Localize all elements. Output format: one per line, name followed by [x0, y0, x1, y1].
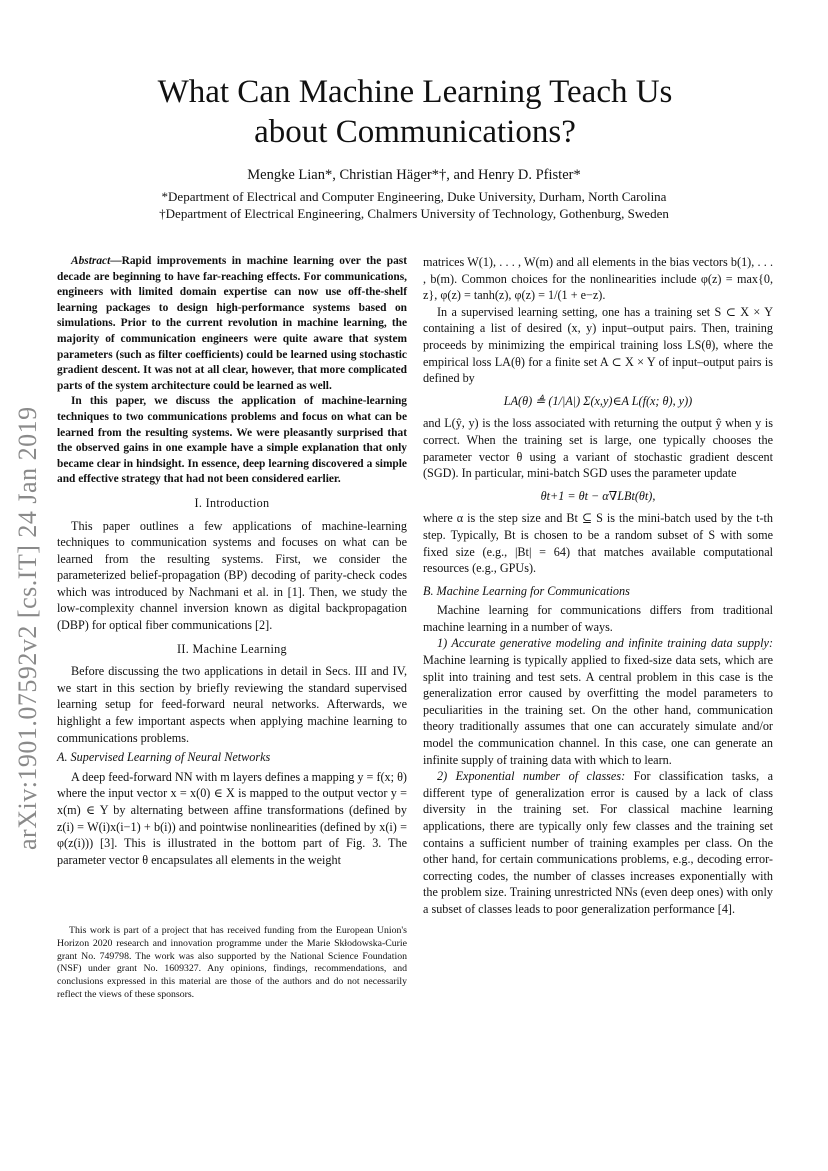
item2-title: 2) Exponential number of classes: [437, 769, 626, 784]
item1-text: Machine learning is typically applied to fixed-size data sets, which are split into training and test sets. A central problem in this case is the generalization error caused by overfitting the model parameters to peculiarities in the training set. On the other hand, communication theory traditionally assumes that one can accurately simulate and/or model the communication channel. In this case, one can generate an infinite supply of training data with which to learn. [423, 653, 773, 767]
item1-title: 1) Accurate generative modeling and infinite training data supply: [437, 636, 773, 651]
ml-comm-intro-paragraph: Machine learning for communications differs from traditional machine learning in a number of ways. [423, 603, 773, 634]
affiliation-duke: *Department of Electrical and Computer Engineering, Duke University, Durham, North Carolina [161, 189, 667, 204]
arxiv-identifier: arXiv:1901.07592v2 [cs.IT] 24 Jan 2019 [13, 406, 42, 850]
abstract-paragraph-1 [57, 254, 407, 394]
abstract-label: Abstract [71, 255, 111, 267]
title-line-1: What Can Machine Learning Teach Us [157, 74, 673, 110]
item2-text: For classification tasks, a different type of generalization error is caused by a lack of class diversity in the training set. For classical machine learning applications, there are typically only few classes and the training set contains a sufficient number of training examples per class. On the other hand, for certain communications problems, e.g., decoding error-correcting codes, the number of classes increases exponentially with the problem size. Training unrestricted NNs (even deep ones) with only a subset of classes leads to poor generalization performance [4]. [423, 769, 773, 916]
funding-footnote: This work is part of a project that has received funding from the European Union's Horizon 2020 research and innovation programme under the Marie Skłodowska-Curie grant No. 749798. The work was also supported by the National Science Foundation (NSF) under grant No. 1609327. Any opinions, findings, recommendations, and conclusions expressed in this material are those of the authors and do not necessarily reflect the views of these sponsors. [57, 925, 407, 1000]
right-column [423, 254, 773, 918]
section-heading-introduction: I. Introduction [194, 495, 270, 510]
intro-paragraph: This paper outlines a few applications of machine-learning techniques to communication systems and focuses on what can be learned from the resulting systems. First, we consider the parameterized belief-propagation (BP) decoding of parity-check codes which was introduced by Nachmani et al. in [1]. Then, we study the low-complexity channel inversion known as digital backpropagation (DBP) for optical fiber communications [2]. [57, 518, 407, 633]
sgd-update-equation: θt+1 = θt − α∇LBt(θt), [540, 488, 656, 503]
affiliation-chalmers: †Department of Electrical Engineering, Chalmers University of Technology, Gothenburg, Sweden [159, 206, 669, 221]
subsection-heading-ml-communications: B. Machine Learning for Communications [423, 583, 630, 598]
left-column [57, 254, 407, 868]
item-exponential-classes [423, 768, 773, 917]
ml-intro-paragraph: Before discussing the two applications in detail in Secs. III and IV, we start in this section by briefly reviewing the standard supervised learning setup for feed-forward neural networks. Afterwards, we highlight a few important aspects when applying machine learning to communications problems. [57, 664, 407, 745]
author-list: Mengke Lian*, Christian Häger*†, and Henry D. Pfister* [247, 167, 581, 183]
title-line-2: about Communications? [254, 114, 576, 150]
loss-paragraph: and L(ŷ, y) is the loss associated with returning the output ŷ when y is correct. When the training set is large, one typically chooses the parameter vector θ using a variant of stochastic gradient descent (SGD). In particular, mini-batch SGD uses the parameter update [423, 416, 773, 481]
section-heading-machine-learning: II. Machine Learning [177, 641, 287, 656]
empirical-loss-equation: LA(θ) ≜ (1/|A|) Σ(x,y)∈A L(f(x; θ), y)) [503, 393, 693, 408]
supervised-setting-paragraph: In a supervised learning setting, one has a training set S ⊂ X × Y containing a list of desired (x, y) input–output pairs. Then, training proceeds by minimizing the empirical training loss LS(θ), where the empirical loss LA(θ) for a finite set A ⊂ X × Y of input–output pairs is defined by [423, 304, 773, 386]
paper-title [90, 72, 740, 152]
abstract-paragraph-2: In this paper, we discuss the application of machine-learning techniques to two communications problems and focus on what can be learned from the resulting systems. We were pleasantly surprised that the observed gains in one example have a simple explanation that only became clear in hindsight. In essence, deep learning discovered a simple and effective strategy that had not been considered earlier. [57, 395, 407, 486]
abstract-text-1: —Rapid improvements in machine learning over the past decade are beginning to have far-reaching effects. For communications, engineers with limited domain expertise can now use off-the-shelf learning packages to design high-performance systems based on simulations. Prior to the current revolution in machine learning, the majority of communication engineers were quite aware that system parameters (such as filter coefficients) could be learned using stochastic gradient descent. It was not at all clear, however, that more complicated parts of the system architecture could be learned as well. [57, 255, 407, 392]
subsection-heading-supervised-learning: A. Supervised Learning of Neural Networks [57, 750, 271, 765]
nn-paragraph: A deep feed-forward NN with m layers defines a mapping y = f(x; θ) where the input vector x = x(0) ∈ X is mapped to the output vector y = x(m) ∈ Y by alternating between affine transformations (defined by z(i) = W(i)x(i−1) + b(i)) and pointwise nonlinearities (defined by x(i) = φ(z(i))) [3]. This is illustrated in the bottom part of Fig. 3. The parameter vector θ encapsulates all elements in the weight [57, 769, 407, 867]
item-generative-modeling [423, 635, 773, 768]
weights-paragraph: matrices W(1), . . . , W(m) and all elements in the bias vectors b(1), . . . , b(m). Common choices for the nonlinearities include φ(z) = max{0, z}, φ(z) = tanh(z), φ(z) = 1/(1 + e−z). [423, 255, 773, 303]
minibatch-paragraph: where α is the step size and Bt ⊆ S is the mini-batch used by the t-th step. Typically, Bt is chosen to be a random subset of S with some fixed size (e.g., |Bt| = 64) that matches available computational resources (e.g., GPUs). [423, 511, 773, 576]
